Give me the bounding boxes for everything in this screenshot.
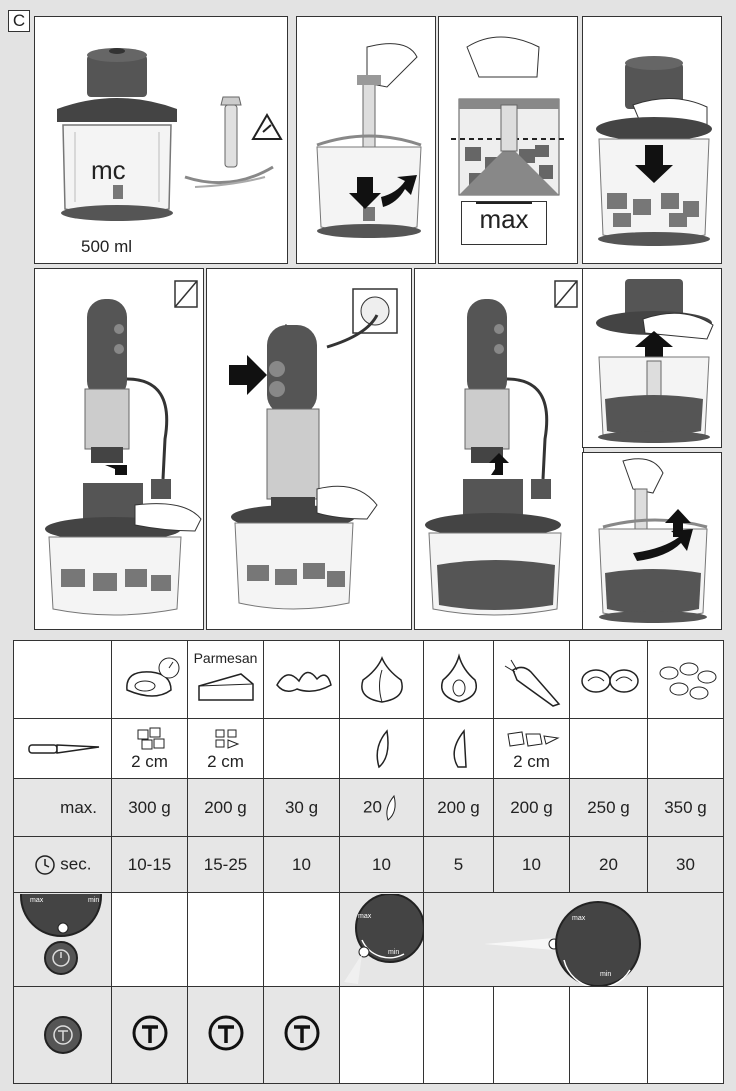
speed-dial-icon	[15, 894, 111, 986]
walnut-icon	[570, 641, 648, 719]
dial-min-setting-icon	[424, 894, 724, 986]
insert-blade-illustration	[297, 17, 436, 264]
panel-insert-blade	[296, 16, 436, 264]
turbo-button-icon	[43, 1015, 83, 1055]
parmesan-label: Parmesan	[193, 649, 258, 666]
corner-cell	[14, 641, 112, 719]
panel-lid-off	[582, 268, 722, 448]
max-value-parsley: 30 g	[264, 779, 340, 837]
attach-motor-illustration	[35, 269, 204, 630]
almond-icon	[648, 641, 724, 719]
sec-value-almond: 30	[648, 837, 724, 893]
clock-icon	[34, 854, 56, 876]
speed-cell-parsley	[264, 893, 340, 987]
max-value-meat: 300 g	[112, 779, 188, 837]
turbo-icon	[131, 1014, 169, 1052]
prep-cell-walnut	[570, 719, 648, 779]
sec-value-meat: 10-15	[112, 837, 188, 893]
meat-icon	[112, 641, 188, 719]
turbo-cell-carrot	[494, 987, 570, 1084]
dial-max-setting-icon	[340, 894, 424, 986]
bowl-label: mc	[91, 155, 126, 185]
max-value-walnut: 250 g	[570, 779, 648, 837]
turbo-button-cell	[14, 987, 112, 1084]
prep-cell-garlic	[340, 719, 424, 779]
speed-dial-cell	[14, 893, 112, 987]
turbo-row	[14, 987, 724, 1084]
max-row	[14, 779, 724, 837]
prep-cell-almond	[648, 719, 724, 779]
bowl-illustration	[35, 17, 288, 264]
prep-cell-meat	[112, 719, 188, 779]
panel-bowl-parts	[34, 16, 288, 264]
turbo-cell-garlic	[340, 987, 424, 1084]
sec-value-onion: 5	[424, 837, 494, 893]
cubes-icon	[130, 726, 170, 752]
prep-cell-parmesan	[188, 719, 264, 779]
prep-cell-onion	[424, 719, 494, 779]
turbo-cell-walnut	[570, 987, 648, 1084]
plug-in-illustration	[207, 269, 412, 630]
lid-off-illustration	[583, 269, 722, 448]
sec-value-walnut: 20	[570, 837, 648, 893]
prep-cell-carrot	[494, 719, 570, 779]
speed-cell-onion-to-almond	[424, 893, 724, 987]
max-value-onion: 200 g	[424, 779, 494, 837]
parmesan-icon	[191, 666, 261, 706]
detach-motor-illustration	[415, 269, 584, 630]
max-marking	[461, 201, 547, 245]
panel-remove-blade	[582, 452, 722, 630]
speed-cell-parmesan	[188, 893, 264, 987]
turbo-cell-parsley	[264, 987, 340, 1084]
pieces-icon	[206, 726, 246, 752]
sec-label-cell	[14, 837, 112, 893]
prep-cell-parsley	[264, 719, 340, 779]
panel-plug-in	[206, 268, 412, 630]
instruction-page	[8, 10, 728, 1082]
knife-icon	[14, 719, 112, 779]
dial-min-garlic: min	[388, 949, 400, 956]
max-value-carrot: 200 g	[494, 779, 570, 837]
sec-value-garlic: 10	[340, 837, 424, 893]
turbo-cell-almond	[648, 987, 724, 1084]
panel-lid-on	[582, 16, 722, 264]
onion-wedge-icon	[444, 727, 474, 771]
dial-max-right: max	[572, 915, 586, 922]
turbo-cell-parmesan	[188, 987, 264, 1084]
turbo-icon	[283, 1014, 321, 1052]
garlic-icon	[340, 641, 424, 719]
sec-value-parmesan: 15-25	[188, 837, 264, 893]
processing-table	[13, 640, 724, 1084]
sec-value-parsley: 10	[264, 837, 340, 893]
dial-max-garlic: max	[358, 913, 372, 920]
speed-cell-garlic	[340, 893, 424, 987]
prep-size-meat: 2 cm	[131, 751, 168, 771]
lid-on-illustration	[583, 17, 722, 264]
prep-size-parmesan: 2 cm	[207, 751, 244, 771]
carrot-pieces-icon	[502, 726, 562, 752]
bowl-capacity: 500 ml	[81, 237, 133, 256]
ingredient-row	[14, 641, 724, 719]
speed-row	[14, 893, 724, 987]
max-value-parmesan: 200 g	[188, 779, 264, 837]
sec-value-carrot: 10	[494, 837, 570, 893]
parsley-icon	[264, 641, 340, 719]
carrot-icon	[494, 641, 570, 719]
panel-detach-motor	[414, 268, 584, 630]
turbo-cell-meat	[112, 987, 188, 1084]
section-label: C	[8, 10, 30, 32]
turbo-icon	[207, 1014, 245, 1052]
max-value-garlic: 20	[363, 796, 382, 816]
sec-row	[14, 837, 724, 893]
dial-min-left: min	[88, 897, 100, 904]
onion-icon	[424, 641, 494, 719]
garlic-clove-icon	[382, 794, 400, 822]
speed-cell-meat	[112, 893, 188, 987]
prep-size-carrot: 2 cm	[513, 751, 550, 771]
max-value-almond: 350 g	[648, 779, 724, 837]
garlic-clove-icon	[367, 727, 397, 771]
dial-max-left: max	[30, 897, 44, 904]
parmesan-cell	[188, 641, 264, 719]
max-value-garlic-cell	[340, 779, 424, 837]
max-label: max.	[14, 779, 112, 837]
remove-blade-illustration	[583, 453, 722, 630]
prep-row	[14, 719, 724, 779]
panel-attach-motor	[34, 268, 204, 630]
max-marking-text: max	[476, 202, 531, 234]
turbo-cell-onion	[424, 987, 494, 1084]
dial-min-right: min	[600, 971, 612, 978]
sec-label: sec.	[60, 853, 92, 873]
panel-fill-max	[438, 16, 578, 264]
